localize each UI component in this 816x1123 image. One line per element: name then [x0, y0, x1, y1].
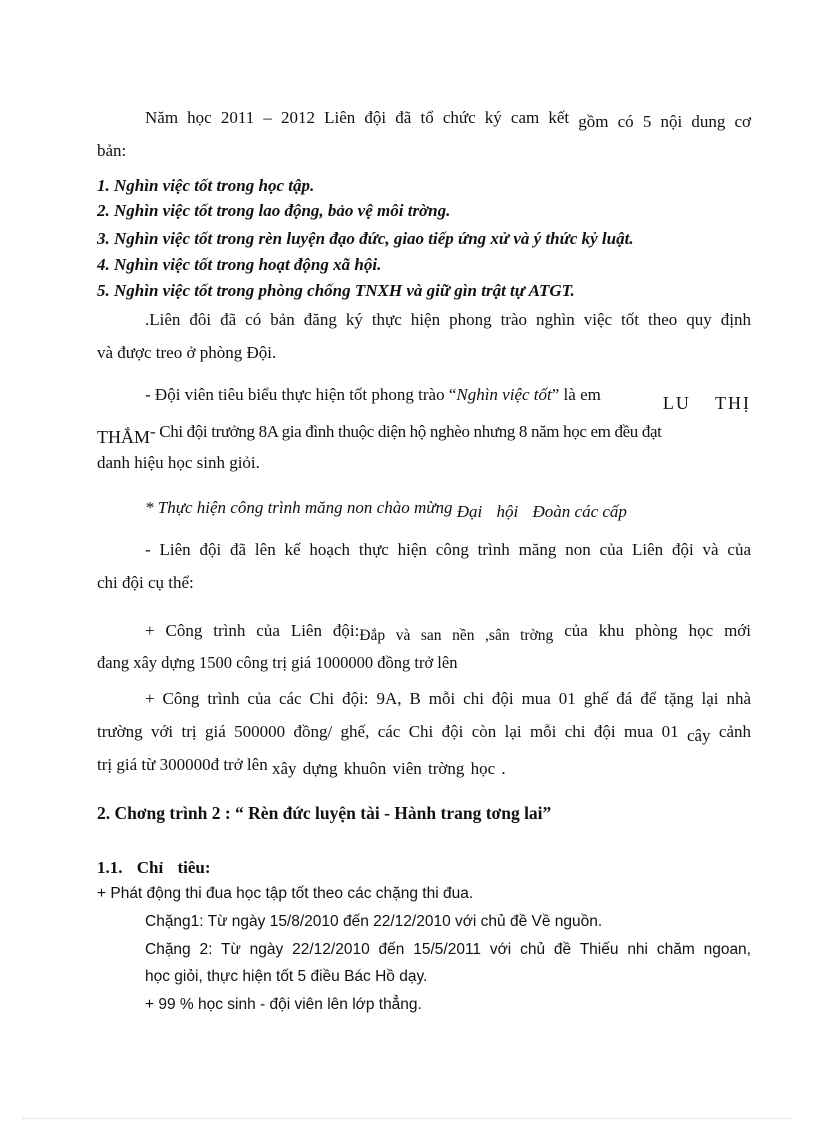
project-heading-levels: các cấp	[574, 502, 627, 521]
branch-project-line-2	[97, 721, 751, 743]
union-project-task: Đắp và san nền ,sân trờng	[359, 627, 554, 644]
list-item: 5. Nghìn việc tốt trong phòng chống TNXH và giữ gìn trật tự ATGT.	[97, 281, 575, 300]
intro-text: Năm học 2011 – 2012 Liên đội đã tổ chức ký cam kết	[145, 108, 570, 127]
project-heading	[145, 497, 627, 519]
project-heading-event: Đại hội Đoàn	[456, 502, 571, 521]
project-heading-text: * Thực hiện công trình măng non chào mừng	[145, 498, 453, 517]
exemplar-text: - Đội viên tiêu biểu thực hiện tốt phong trào “	[145, 385, 457, 404]
list-item: 4. Nghìn việc tốt trong hoạt động xã hội.	[97, 255, 382, 274]
intro-text-continued: gồm có 5 nội dung cơ	[578, 112, 751, 131]
program-2-launch: + Phát động thi đua học tập tốt theo các chặng thi đua.	[97, 885, 474, 902]
list-item: 1. Nghìn việc tốt trong học tập.	[97, 176, 315, 195]
intro-line-1	[145, 107, 751, 129]
exemplar-line-2	[97, 420, 751, 447]
program-2-stage-1: Chặng1: Từ ngày 15/8/2010 đến 22/12/2010 với chủ đề Về nguồn.	[145, 913, 603, 930]
registration-line-1: .Liên đôi đã có bản đăng ký thực hiện phong trào nghìn việc tốt theo quy định	[145, 310, 751, 329]
exemplar-description: - Chi đội trưởng 8A gia đình thuộc diện hộ nghèo nhưng 8 năm học em đều đạt	[150, 422, 662, 441]
list-item: 2. Nghìn việc tốt trong lao động, bảo vệ môi trờng.	[97, 201, 451, 220]
plan-line-1: - Liên đội đã lên kế hoạch thực hiện công trình măng non của Liên đội và của	[145, 540, 751, 559]
exemplar-movement-name: Nghìn việc tốt	[456, 385, 552, 404]
program-2-subheading: 1.1. Chỉ tiêu:	[97, 858, 211, 877]
registration-line-2: và được treo ở phòng Đội.	[97, 343, 277, 362]
program-2-promotion: + 99 % học sinh - đội viên lên lớp thẳng.	[145, 996, 422, 1013]
exemplar-text-end: ” là em	[551, 385, 601, 404]
page-footer-divider	[22, 1118, 794, 1119]
program-2-title: 2. Chơng trình 2 : “ Rèn đức luyện tài - Hành trang tơng lai”	[97, 803, 552, 823]
program-2-stage-2-line-2: học giỏi, thực hiện tốt 5 điều Bác Hồ dạy.	[145, 968, 428, 985]
intro-line-2: bản:	[97, 141, 127, 160]
exemplar-line-1	[145, 384, 751, 413]
branch-project-text: trường với trị giá 500000 đồng/ ghế, các Chi đội còn lại mỗi chi đội mua 01	[97, 722, 679, 741]
plan-line-2: chi đội cụ thể:	[97, 573, 194, 592]
exemplar-name-part2: THẮM	[97, 427, 150, 447]
union-project-line-2: đang xây dựng 1500 công trị giá 1000000 đồng trở lên	[97, 653, 458, 672]
exemplar-line-3: danh hiệu học sinh giỏi.	[97, 453, 260, 472]
branch-project-purpose: xây dựng khuôn viên trờng học .	[271, 759, 506, 778]
branch-project-item-end: cảnh	[718, 722, 751, 741]
branch-project-item: cây	[686, 726, 711, 745]
branch-project-line-1: + Công trình của các Chi đội: 9A, B mỗi chi đội mua 01 ghế đá để tặng lại nhà	[145, 689, 751, 708]
program-2-stage-2-line-1: Chặng 2: Từ ngày 22/12/2010 đến 15/5/2011 với chủ đề Thiếu nhi chăm ngoan,	[145, 941, 751, 958]
exemplar-name-part1: LU THỊ	[662, 393, 751, 413]
list-item: 3. Nghìn việc tốt trong rèn luyện đạo đức, giao tiếp ứng xử và ý thức kỷ luật.	[97, 229, 634, 248]
union-project-location: của khu phòng học mới	[564, 621, 752, 640]
branch-project-line-3	[97, 754, 506, 776]
union-project-label: + Công trình của Liên đội:	[145, 621, 360, 640]
union-project-line-1	[145, 620, 751, 643]
branch-project-value: trị giá từ 300000đ trở lên	[97, 755, 268, 774]
